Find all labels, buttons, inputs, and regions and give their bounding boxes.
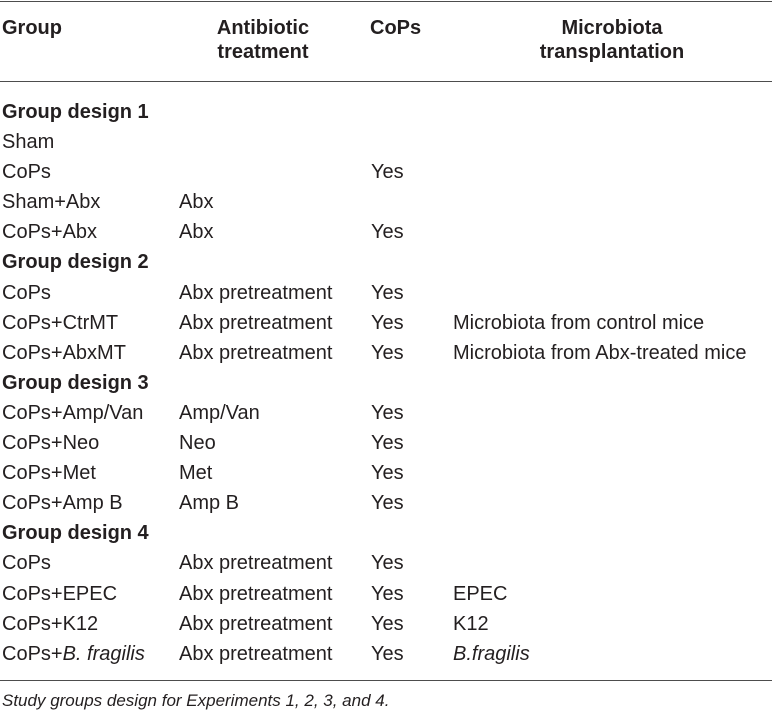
header-antibiotic-line1: Antibiotic: [216, 17, 310, 39]
table-row: [0, 579, 772, 609]
cell-cops-text: Yes: [371, 341, 404, 364]
cell-group: [2, 217, 97, 247]
cell-group: [2, 187, 100, 217]
cell-cops: [371, 217, 404, 247]
table-row: [0, 548, 772, 578]
cell-antibiotic-text: Abx pretreatment: [179, 552, 333, 575]
cell-antibiotic-text: Abx pretreatment: [179, 612, 333, 635]
cell-microbiota-italic-text: B.fragilis: [453, 642, 530, 665]
cell-group-text: Group design 2: [2, 251, 149, 274]
cell-microbiota: [453, 609, 489, 639]
section-heading: [2, 368, 149, 398]
table-row: [0, 639, 772, 669]
table-row: [0, 488, 772, 518]
cell-group-text: CoPs+Amp B: [2, 492, 123, 515]
cell-antibiotic-text: Abx: [179, 191, 214, 214]
cell-group-italic-text: B. fragilis: [62, 642, 145, 665]
cell-antibiotic-text: Abx pretreatment: [179, 582, 333, 605]
cell-group: [2, 609, 98, 639]
cell-cops-text: Yes: [371, 552, 404, 575]
cell-microbiota-text: Microbiota from control mice: [453, 311, 705, 334]
cell-group-text: Sham: [2, 131, 55, 154]
cell-microbiota: [453, 579, 507, 609]
cell-antibiotic: [179, 609, 332, 639]
cell-antibiotic-text: Neo: [179, 432, 216, 455]
section-heading-row: [0, 518, 772, 548]
table-row: [0, 428, 772, 458]
section-heading: [2, 518, 149, 548]
cell-group-text: CoPs+: [2, 642, 63, 665]
cell-antibiotic-text: Amp B: [179, 492, 240, 515]
cell-group: [2, 458, 96, 488]
cell-group-text: CoPs: [2, 552, 51, 575]
header-antibiotic-line2: treatment: [217, 41, 309, 63]
table-header-rule: [0, 81, 772, 82]
cell-microbiota-text: EPEC: [453, 582, 508, 605]
header-microbiota-line2: transplantation: [539, 41, 685, 63]
cell-antibiotic-text: Abx pretreatment: [179, 642, 333, 665]
cell-group-text: CoPs+EPEC: [2, 582, 118, 605]
cell-antibiotic: [179, 338, 332, 368]
cell-group: [2, 488, 123, 518]
header-group-label: Group: [2, 17, 62, 39]
cell-antibiotic: [179, 217, 213, 247]
header-antibiotic-treatment: [178, 16, 348, 64]
section-heading: [2, 97, 149, 127]
cell-antibiotic: [179, 458, 212, 488]
cell-cops-text: Yes: [371, 161, 404, 184]
cell-group: [2, 639, 145, 669]
cell-cops: [371, 338, 404, 368]
cell-group-text: CoPs+Met: [2, 462, 96, 485]
table-caption: Study groups design for Experiments 1, 2, 3, and 4.: [2, 691, 390, 710]
cell-group: [2, 278, 51, 308]
cell-microbiota: [453, 338, 746, 368]
cell-group-text: CoPs: [2, 161, 51, 184]
cell-cops-text: Yes: [371, 432, 404, 455]
table-body: [0, 97, 772, 669]
table-row: [0, 157, 772, 187]
cell-group-text: CoPs: [2, 281, 51, 304]
cell-cops-text: Yes: [371, 612, 404, 635]
table-top-rule: [0, 1, 772, 2]
cell-cops: [371, 609, 404, 639]
table-row: [0, 609, 772, 639]
cell-group-text: CoPs+Abx: [2, 221, 98, 244]
cell-group-text: CoPs+AbxMT: [2, 341, 126, 364]
cell-antibiotic: [179, 488, 239, 518]
cell-cops-text: Yes: [371, 462, 404, 485]
cell-group: [2, 398, 143, 428]
cell-group-text: CoPs+Neo: [2, 432, 100, 455]
cell-antibiotic: [179, 579, 332, 609]
table-row: [0, 127, 772, 157]
cell-microbiota: [453, 308, 704, 338]
section-heading-row: [0, 97, 772, 127]
cell-microbiota-text: Microbiota from Abx-treated mice: [453, 341, 747, 364]
header-microbiota-line1: Microbiota: [561, 17, 663, 39]
cell-group: [2, 308, 118, 338]
cell-antibiotic: [179, 548, 332, 578]
cell-microbiota: [453, 639, 530, 669]
table-row: [0, 187, 772, 217]
cell-antibiotic: [179, 398, 260, 428]
cell-antibiotic-text: Amp/Van: [179, 401, 260, 424]
header-cops: [370, 16, 421, 40]
cell-antibiotic-text: Abx: [179, 221, 214, 244]
cell-cops-text: Yes: [371, 582, 404, 605]
cell-cops-text: Yes: [371, 281, 404, 304]
cell-group-text: Group design 4: [2, 522, 149, 545]
cell-cops: [371, 488, 404, 518]
header-microbiota-transplantation: [452, 16, 772, 64]
cell-cops: [371, 278, 404, 308]
cell-group: [2, 548, 51, 578]
cell-antibiotic-text: Abx pretreatment: [179, 281, 333, 304]
section-heading: [2, 247, 149, 277]
table-bottom-rule: [0, 680, 772, 681]
cell-cops-text: Yes: [371, 401, 404, 424]
cell-cops: [371, 308, 404, 338]
cell-antibiotic: [179, 428, 216, 458]
cell-group-text: CoPs+CtrMT: [2, 311, 119, 334]
cell-cops-text: Yes: [371, 642, 404, 665]
table-row: [0, 458, 772, 488]
section-heading-row: [0, 368, 772, 398]
cell-group-text: CoPs+Amp/Van: [2, 401, 144, 424]
header-cops-label: CoPs: [370, 17, 422, 39]
cell-cops-text: Yes: [371, 492, 404, 515]
cell-group-text: Sham+Abx: [2, 191, 101, 214]
cell-cops: [371, 398, 404, 428]
table-row: [0, 217, 772, 247]
cell-antibiotic: [179, 308, 332, 338]
cell-group-text: Group design 3: [2, 371, 149, 394]
cell-group-text: Group design 1: [2, 101, 149, 123]
cell-cops-text: Yes: [371, 221, 404, 244]
cell-group: [2, 428, 99, 458]
cell-cops: [371, 428, 404, 458]
header-group: [2, 16, 62, 40]
table-row: [0, 338, 772, 368]
cell-cops: [371, 157, 404, 187]
cell-cops: [371, 548, 404, 578]
cell-cops: [371, 639, 404, 669]
cell-cops: [371, 579, 404, 609]
cell-antibiotic-text: Abx pretreatment: [179, 311, 333, 334]
cell-group: [2, 127, 54, 157]
cell-group: [2, 157, 51, 187]
cell-antibiotic: [179, 639, 332, 669]
cell-antibiotic: [179, 278, 332, 308]
cell-cops-text: Yes: [371, 311, 404, 334]
cell-microbiota-text: K12: [453, 612, 489, 635]
table-row: [0, 278, 772, 308]
cell-antibiotic-text: Abx pretreatment: [179, 341, 333, 364]
cell-antibiotic-text: Met: [179, 462, 213, 485]
cell-group: [2, 338, 126, 368]
cell-cops: [371, 458, 404, 488]
cell-group-text: CoPs+K12: [2, 612, 99, 635]
table-row: [0, 308, 772, 338]
section-heading-row: [0, 247, 772, 277]
table-row: [0, 398, 772, 428]
cell-antibiotic: [179, 187, 213, 217]
cell-group: [2, 579, 117, 609]
